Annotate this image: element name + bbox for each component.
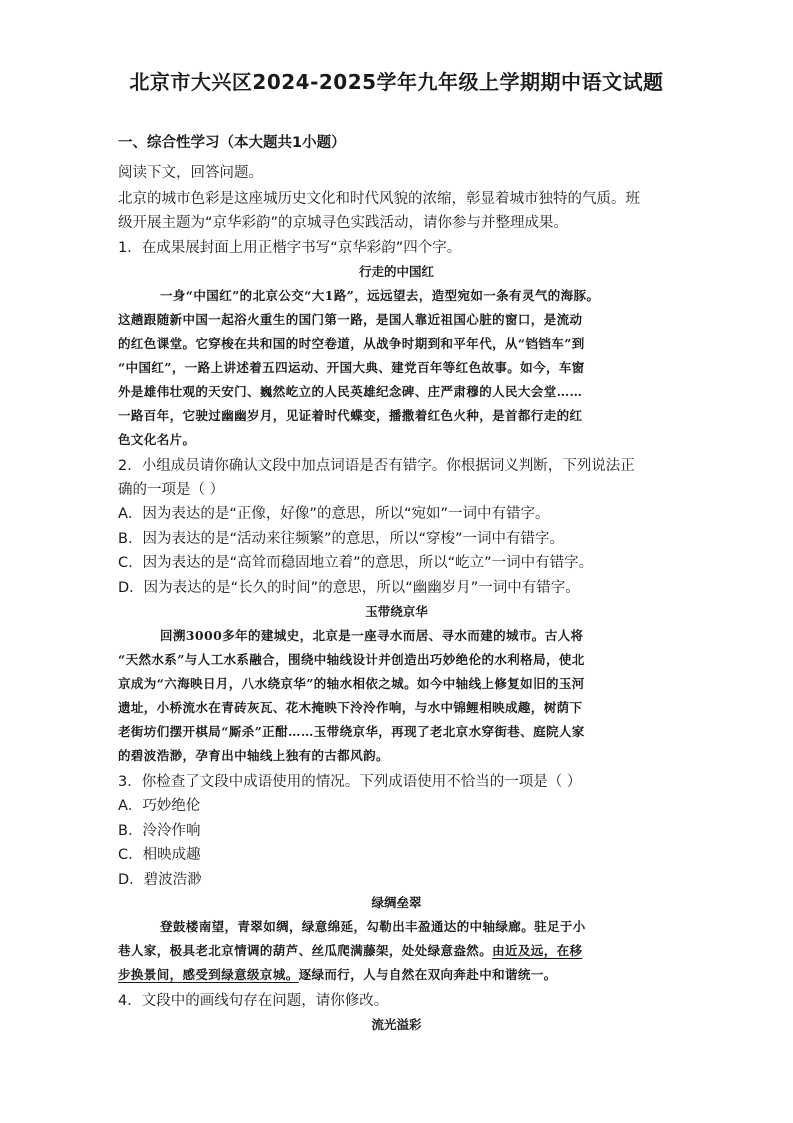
- passage-line: 外是雄伟壮观的天安门、巍然屹立的人民英雄纪念碑、庄严肃穆的人民大会堂……: [118, 384, 583, 399]
- passage-line: 一路百年，它驶过幽幽岁月，见证着时代蝶变，播撒着红色火种，是首都行走的红: [118, 408, 583, 423]
- answer-option: B．泠泠作响: [118, 823, 201, 839]
- passage-line: “天然水系”与人工水系融合，围绕中轴线设计并创造出巧妙绝伦的水利格局，使北: [118, 652, 585, 667]
- passage-line: 老街坊们摆开棋局“厮杀”正酣……玉带绕京华，再现了老北京水穿街巷、庭院人家: [118, 724, 585, 739]
- underlined-sentence: 步换景间，感受到绿意级京城。: [118, 967, 299, 982]
- passage-line: [118, 966, 683, 984]
- passage-title: 流光溢彩: [371, 1017, 422, 1032]
- answer-option: C．相映成趣: [118, 847, 201, 863]
- question-1: 1．在成果展封面上用正楷字书写“京华彩韵”四个字。: [118, 240, 462, 256]
- question-2: 确的一项是（ ）: [118, 482, 225, 498]
- question-4: 4．文段中的画线句存在问题，请你修改。: [118, 993, 389, 1009]
- passage-text: 巷人家，极具老北京情调的葫芦、丝瓜爬满藤架，处处绿意盎然。: [118, 943, 493, 958]
- section-heading: 一、综合性学习（本大题共1小题）: [118, 135, 346, 151]
- answer-option: A．因为表达的是“正像，好像”的意思，所以“宛如”一词中有错字。: [118, 506, 550, 522]
- answer-option: A．巧妙绝伦: [118, 798, 201, 814]
- passage-line: 回溯3000多年的建城史，北京是一座寻水而居、寻水而建的城市。古人将: [160, 628, 584, 643]
- passage-line: 这趟跟随新中国一起浴火重生的国门第一路，是国人靠近祖国心脏的窗口，是流动: [118, 312, 583, 327]
- passage-line: 的红色课堂。它穿梭在共和国的时空卷道，从战争时期到和平年代，从“铛铛车”到: [118, 336, 585, 351]
- intro-line: 级开展主题为“京华彩韵”的京城寻色实践活动，请你参与并整理成果。: [118, 215, 569, 231]
- answer-option: C．因为表达的是“高耸而稳固地立着”的意思，所以“屹立”一词中有错字。: [118, 555, 594, 571]
- passage-line: “中国红”，一路上讲述着五四运动、开国大典、建党百年等红色故事。如今，车窗: [118, 360, 585, 375]
- page-title: 北京市大兴区2024-2025学年九年级上学期期中语文试题: [129, 70, 664, 94]
- passage-line: 色文化名片。: [118, 432, 196, 447]
- passage-line: 的碧波浩渺，孕育出中轴线上独有的古都风韵。: [118, 748, 389, 763]
- question-2: 2．小组成员请你确认文段中加点词语是否有错字。你根据词义判断，下列说法正: [118, 458, 635, 474]
- passage-title: 行走的中国红: [358, 264, 434, 279]
- intro-line: 北京的城市色彩是这座城历史文化和时代风貌的浓缩，彰显着城市独特的气质。班: [118, 191, 640, 207]
- question-3: 3．你检查了文段中成语使用的情况。下列成语使用不恰当的一项是（ ）: [118, 774, 582, 790]
- passage-text: 逐绿而行，人与自然在双向奔赴中和谐统一。: [298, 967, 557, 982]
- intro-line: 阅读下文，回答问题。: [118, 165, 263, 181]
- passage-line: 登鼓楼南望，青翠如绸，绿意绵延，勾勒出丰盈通达的中轴绿廊。驻足于小: [160, 919, 586, 934]
- answer-option: D．因为表达的是“长久的时间”的意思，所以“幽幽岁月”一词中有错字。: [118, 580, 580, 596]
- passage-title: 玉带绕京华: [365, 604, 428, 619]
- passage-line: 一身“中国红”的北京公交“大1路”，远远望去，造型宛如一条有灵气的海豚。: [160, 288, 600, 303]
- answer-option: B．因为表达的是“活动来往频繁”的意思，所以“穿梭”一词中有错字。: [118, 531, 564, 547]
- passage-line: [118, 942, 683, 960]
- passage-line: 遗址，小桥流水在青砖灰瓦、花木掩映下泠泠作响，与水中锦鲤相映成趣，树荫下: [118, 700, 583, 715]
- answer-option: D．碧波浩渺: [118, 872, 202, 888]
- underlined-sentence: 由近及远，在移: [492, 943, 583, 958]
- passage-title: 绿绸垒翠: [371, 895, 422, 910]
- passage-line: 京成为“六海映日月，八水绕京华”的轴水相依之城。如今中轴线上修复如旧的玉河: [118, 676, 585, 691]
